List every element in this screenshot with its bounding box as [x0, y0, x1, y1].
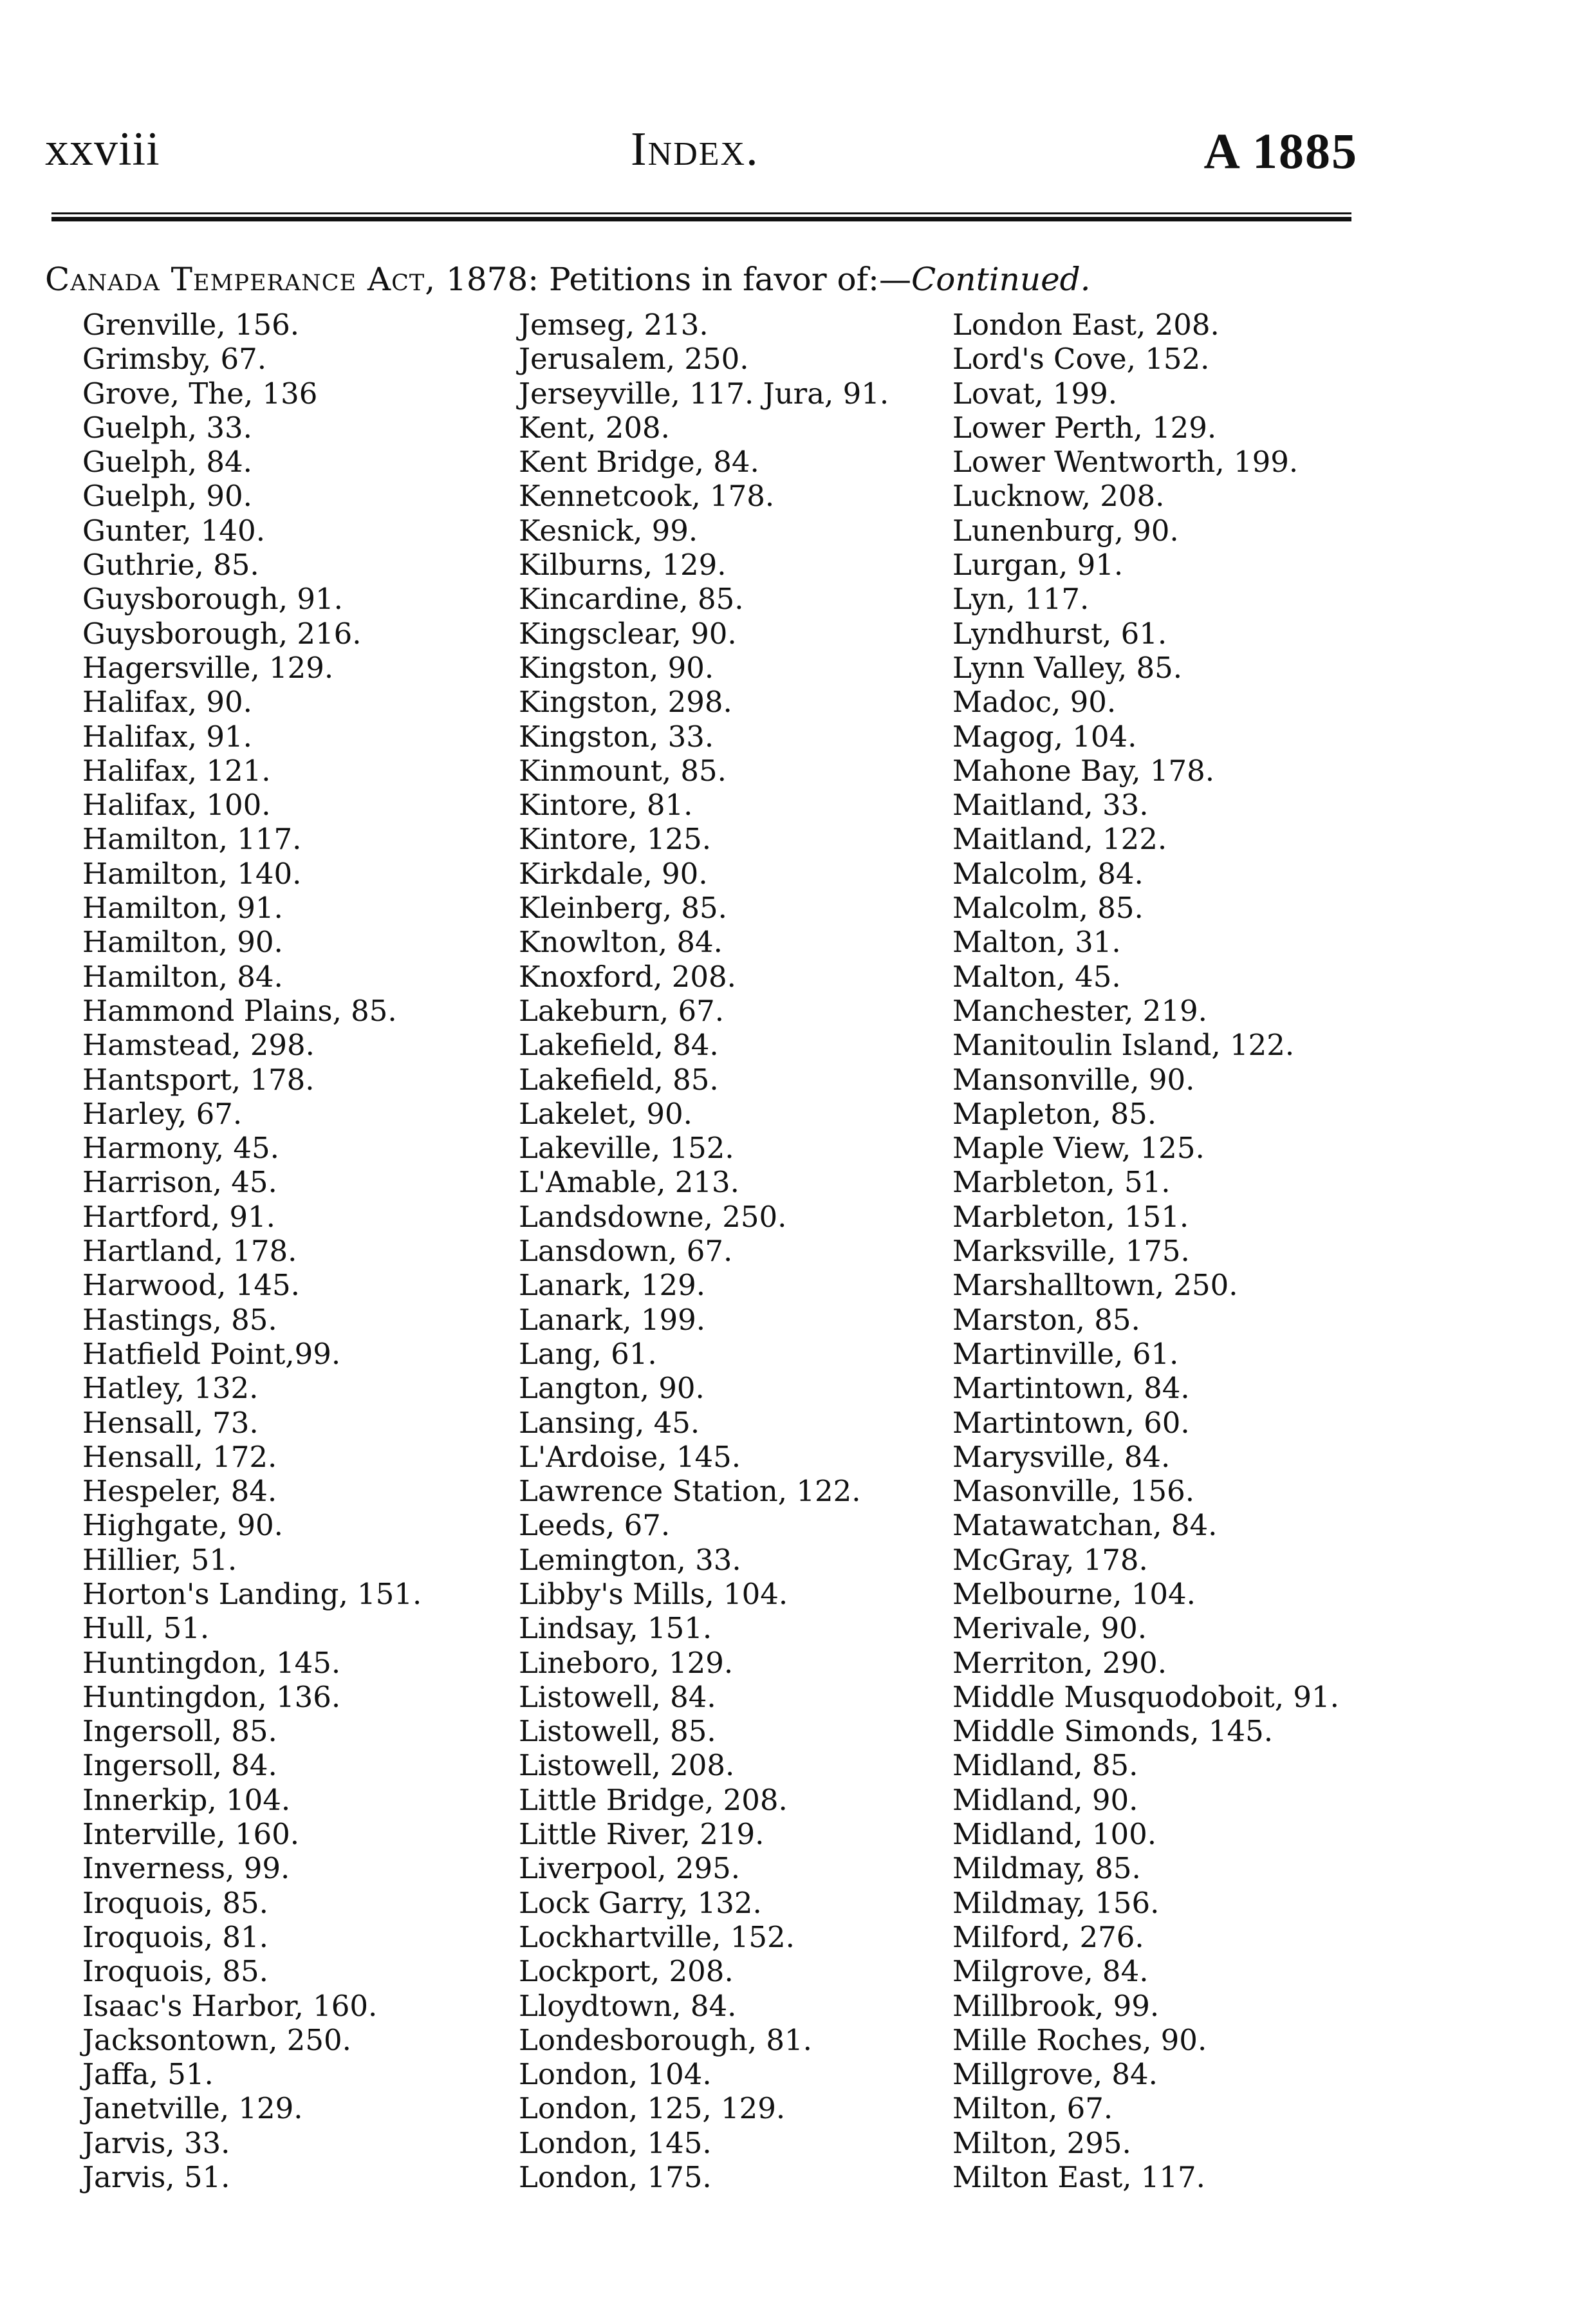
index-entry: Mansonville, 90. — [952, 1062, 1195, 1097]
index-entry: Libby's Mills, 104. — [519, 1576, 788, 1611]
index-entry: Listowell, 84. — [519, 1679, 716, 1714]
index-entry: Milton, 295. — [952, 2125, 1131, 2160]
index-entry: L'Amable, 213. — [519, 1165, 739, 1200]
index-entry: Hartford, 91. — [82, 1199, 275, 1234]
index-entry: Lakelet, 90. — [519, 1096, 692, 1131]
index-entry: Kent Bridge, 84. — [519, 445, 759, 480]
index-entry: Jerseyville, 117. Jura, 91. — [519, 376, 889, 411]
index-entry: Hammond Plains, 85. — [82, 993, 397, 1028]
index-entry: Millbrook, 99. — [952, 1988, 1160, 2023]
index-entry: Huntingdon, 145. — [82, 1645, 341, 1680]
index-column-2 — [519, 308, 956, 2194]
index-entry: Lanark, 129. — [519, 1268, 706, 1303]
index-entry: Lynn Valley, 85. — [952, 650, 1183, 685]
index-entry: Iroquois, 85. — [82, 1954, 268, 1989]
index-entry: Hamilton, 117. — [82, 822, 302, 857]
index-entry: Highgate, 90. — [82, 1508, 283, 1543]
index-entry: Kingston, 33. — [519, 719, 714, 754]
index-entry: Halifax, 91. — [82, 719, 252, 754]
index-entry: Kirkdale, 90. — [519, 856, 708, 891]
index-entry: Guelph, 90. — [82, 479, 252, 514]
index-entry: Marksville, 175. — [952, 1234, 1190, 1269]
index-entry: Halifax, 121. — [82, 753, 271, 788]
index-entry: Hensall, 73. — [82, 1405, 259, 1440]
index-entry: Listowell, 85. — [519, 1714, 716, 1749]
index-entry: Leeds, 67. — [519, 1508, 671, 1543]
index-entry: Manchester, 219. — [952, 993, 1207, 1028]
index-entry: Lyndhurst, 61. — [952, 616, 1167, 651]
index-entry: Hillier, 51. — [82, 1542, 237, 1577]
index-entry: Listowell, 208. — [519, 1748, 735, 1783]
index-entry: Harwood, 145. — [82, 1268, 300, 1303]
index-entry: Lower Perth, 129. — [952, 410, 1217, 445]
index-entry: Lloydtown, 84. — [519, 1988, 737, 2023]
index-entry: Marshalltown, 250. — [952, 1268, 1238, 1303]
index-entry: Jarvis, 51. — [82, 2160, 230, 2195]
index-entry: Little River, 219. — [519, 1817, 765, 1852]
section-heading-continued: Continued. — [911, 261, 1091, 298]
index-entry: Hantsport, 178. — [82, 1062, 315, 1097]
index-entry: Lock Garry, 132. — [519, 1885, 762, 1920]
index-entry: Maple View, 125. — [952, 1131, 1205, 1166]
index-entry: Landsdowne, 250. — [519, 1199, 787, 1234]
index-entry: Malton, 31. — [952, 925, 1121, 960]
index-entry: Kesnick, 99. — [519, 513, 698, 548]
volume-year: A 1885 — [1203, 123, 1358, 179]
index-entry: Midland, 85. — [952, 1748, 1138, 1783]
index-entry: Lockhartville, 152. — [519, 1919, 795, 1954]
index-entry: Maitland, 122. — [952, 822, 1167, 857]
index-entry: Grove, The, 136 — [82, 376, 318, 411]
index-entry: Lemington, 33. — [519, 1542, 741, 1577]
index-entry: Midland, 100. — [952, 1817, 1157, 1852]
index-entry: Jacksontown, 250. — [82, 2022, 351, 2057]
index-entry: Lyn, 117. — [952, 582, 1090, 617]
index-entry: Lansdown, 67. — [519, 1234, 733, 1269]
index-entry: Guysborough, 91. — [82, 582, 343, 617]
index-entry: Malcolm, 84. — [952, 856, 1144, 891]
index-entry: London East, 208. — [952, 308, 1220, 342]
index-entry: Marbleton, 51. — [952, 1165, 1171, 1200]
index-entry: Hagersville, 129. — [82, 650, 334, 685]
index-entry: Knoxford, 208. — [519, 959, 736, 994]
index-entry: Kennetcook, 178. — [519, 479, 775, 514]
index-entry: Lakefield, 85. — [519, 1062, 719, 1097]
index-entry: Kinmount, 85. — [519, 753, 727, 788]
index-entry: Jaffa, 51. — [82, 2057, 214, 2092]
index-entry: Mapleton, 85. — [952, 1096, 1157, 1131]
index-entry: Guelph, 33. — [82, 410, 252, 445]
index-entry: Lovat, 199. — [952, 376, 1118, 411]
index-entry: Lord's Cove, 152. — [952, 342, 1210, 377]
index-entry: Lower Wentworth, 199. — [952, 445, 1299, 480]
index-entry: London, 125, 129. — [519, 2091, 786, 2126]
index-entry: Mildmay, 156. — [952, 1885, 1160, 1920]
index-entry: Milgrove, 84. — [952, 1954, 1149, 1989]
index-entry: Hespeler, 84. — [82, 1474, 277, 1509]
index-entry: Merivale, 90. — [952, 1611, 1147, 1646]
index-entry: Martinville, 61. — [952, 1336, 1179, 1371]
index-entry: Inverness, 99. — [82, 1851, 290, 1886]
running-head — [45, 122, 1358, 180]
index-entry: L'Ardoise, 145. — [519, 1439, 741, 1474]
index-entry: Kleinberg, 85. — [519, 891, 727, 926]
index-entry: Harmony, 45. — [82, 1131, 279, 1166]
header-rule — [51, 212, 1351, 221]
index-entry: Halifax, 90. — [82, 685, 252, 720]
index-entry: Kintore, 81. — [519, 788, 693, 823]
index-entry: Matawatchan, 84. — [952, 1508, 1218, 1543]
index-entry: Marston, 85. — [952, 1302, 1140, 1337]
index-entry: Hull, 51. — [82, 1611, 210, 1646]
index-entry: Martintown, 60. — [952, 1405, 1190, 1440]
index-entry: Hamilton, 90. — [82, 925, 283, 960]
index-entry: Iroquois, 85. — [82, 1885, 268, 1920]
index-entry: Mildmay, 85. — [952, 1851, 1141, 1886]
index-entry: Grimsby, 67. — [82, 342, 267, 377]
index-entry: Kingston, 90. — [519, 650, 714, 685]
index-entry: Lawrence Station, 122. — [519, 1474, 861, 1509]
index-entry: Innerkip, 104. — [82, 1782, 291, 1817]
index-entry: Jerusalem, 250. — [519, 342, 749, 377]
index-entry: Maitland, 33. — [952, 788, 1149, 823]
index-entry: Malcolm, 85. — [952, 891, 1144, 926]
index-entry: Middle Simonds, 145. — [952, 1714, 1274, 1749]
index-entry: Jarvis, 33. — [82, 2125, 230, 2160]
index-entry: Lanark, 199. — [519, 1302, 706, 1337]
index-entry: Hamilton, 140. — [82, 856, 302, 891]
index-entry: Manitoulin Island, 122. — [952, 1028, 1295, 1063]
index-entry: Marysville, 84. — [952, 1439, 1171, 1474]
index-entry: Milton, 67. — [952, 2091, 1113, 2126]
index-entry: Marbleton, 151. — [952, 1199, 1189, 1234]
index-entry: Lakeville, 152. — [519, 1131, 734, 1166]
index-entry: Grenville, 156. — [82, 308, 300, 342]
index-entry: Knowlton, 84. — [519, 925, 723, 960]
index-entry: Hamilton, 84. — [82, 959, 283, 994]
index-entry: Lindsay, 151. — [519, 1611, 712, 1646]
index-entry: Isaac's Harbor, 160. — [82, 1988, 378, 2023]
running-title: Index. — [631, 123, 759, 176]
index-entry: Lansing, 45. — [519, 1405, 700, 1440]
index-entry: Jemseg, 213. — [519, 308, 709, 342]
index-entry: London, 104. — [519, 2057, 712, 2092]
index-entry: Midland, 90. — [952, 1782, 1138, 1817]
index-entry: Magog, 104. — [952, 719, 1137, 754]
index-entry: Kintore, 125. — [519, 822, 712, 857]
index-entry: Melbourne, 104. — [952, 1576, 1196, 1611]
index-entry: Kingston, 298. — [519, 685, 732, 720]
index-entry: Guthrie, 85. — [82, 548, 259, 583]
index-entry: Lurgan, 91. — [952, 548, 1124, 583]
index-entry: Kent, 208. — [519, 410, 670, 445]
index-entry: Lockport, 208. — [519, 1954, 734, 1989]
index-entry: Guelph, 84. — [82, 445, 252, 480]
index-entry: Ingersoll, 84. — [82, 1748, 277, 1783]
index-entry: Mahone Bay, 178. — [952, 753, 1215, 788]
index-entry: Lang, 61. — [519, 1336, 657, 1371]
index-entry: Lunenburg, 90. — [952, 513, 1179, 548]
index-entry: Lakeburn, 67. — [519, 993, 725, 1028]
index-entry: Halifax, 100. — [82, 788, 271, 823]
index-entry: Malton, 45. — [952, 959, 1121, 994]
index-entry: Hensall, 172. — [82, 1439, 277, 1474]
index-entry: Janetville, 129. — [82, 2091, 303, 2126]
index-entry: Hatfield Point,99. — [82, 1336, 341, 1371]
index-entry: Merriton, 290. — [952, 1645, 1167, 1680]
index-entry: Guysborough, 216. — [82, 616, 362, 651]
index-entry: Langton, 90. — [519, 1371, 705, 1406]
index-column-1 — [82, 308, 520, 2194]
index-entry: Kilburns, 129. — [519, 548, 727, 583]
index-entry: Hatley, 132. — [82, 1371, 259, 1406]
index-entry: Hamstead, 298. — [82, 1028, 315, 1063]
index-entry: Middle Musquodoboit, 91. — [952, 1679, 1339, 1714]
index-entry: Harley, 67. — [82, 1096, 243, 1131]
section-heading-rest: 1878: Petitions in favor of:— — [436, 261, 912, 298]
section-heading-main: Canada Temperance Act, — [45, 261, 436, 298]
index-entry: Little Bridge, 208. — [519, 1782, 788, 1817]
index-entry: Gunter, 140. — [82, 513, 265, 548]
index-entry: Ingersoll, 85. — [82, 1714, 277, 1749]
index-entry: Harrison, 45. — [82, 1165, 277, 1200]
index-entry: McGray, 178. — [952, 1542, 1148, 1577]
index-entry: Hamilton, 91. — [82, 891, 283, 926]
index-entry: Hartland, 178. — [82, 1234, 297, 1269]
page-numeral: xxviii — [45, 123, 160, 176]
index-entry: Lakefield, 84. — [519, 1028, 719, 1063]
index-entry: Huntingdon, 136. — [82, 1679, 341, 1714]
index-entry: Horton's Landing, 151. — [82, 1576, 422, 1611]
index-entry: Hastings, 85. — [82, 1302, 277, 1337]
section-heading — [45, 261, 1396, 298]
index-entry: Liverpool, 295. — [519, 1851, 741, 1886]
index-entry: Kincardine, 85. — [519, 582, 744, 617]
index-entry: Lucknow, 208. — [952, 479, 1165, 514]
index-entry: Millgrove, 84. — [952, 2057, 1158, 2092]
index-entry: Mille Roches, 90. — [952, 2022, 1207, 2057]
index-entry: Masonville, 156. — [952, 1474, 1195, 1509]
index-entry: Kingsclear, 90. — [519, 616, 737, 651]
index-entry: Martintown, 84. — [952, 1371, 1190, 1406]
index-entry: Milton East, 117. — [952, 2160, 1205, 2195]
index-column-3 — [952, 308, 1390, 2194]
index-entry: Madoc, 90. — [952, 685, 1117, 720]
index-entry: Lineboro, 129. — [519, 1645, 734, 1680]
index-entry: Milford, 276. — [952, 1919, 1144, 1954]
index-entry: Iroquois, 81. — [82, 1919, 268, 1954]
index-entry: London, 145. — [519, 2125, 712, 2160]
index-entry: Interville, 160. — [82, 1817, 300, 1852]
index-entry: Londesborough, 81. — [519, 2022, 812, 2057]
index-entry: London, 175. — [519, 2160, 712, 2195]
